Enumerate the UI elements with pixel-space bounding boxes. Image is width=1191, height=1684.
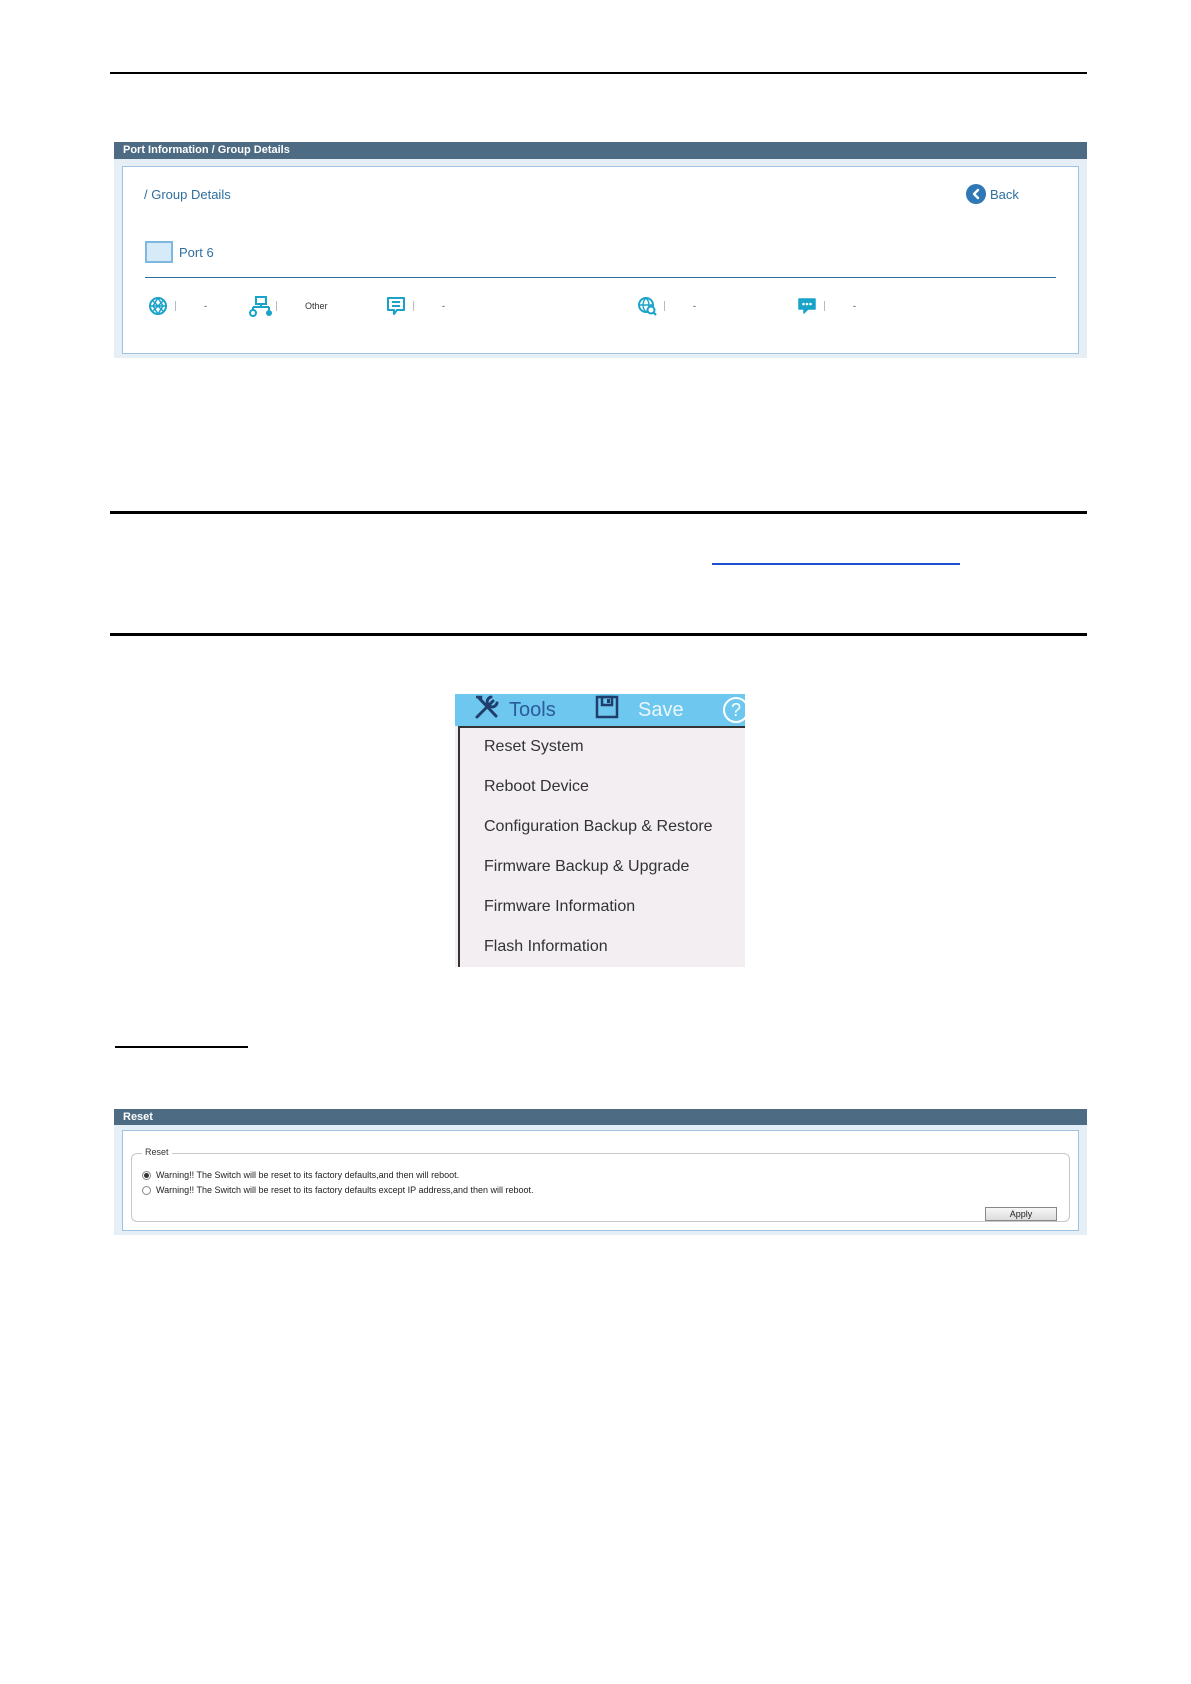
save-icon — [594, 694, 620, 726]
menu-item-reset-system[interactable]: Reset System — [484, 738, 584, 755]
help-button[interactable] — [723, 697, 749, 723]
device-tree-icon — [248, 295, 270, 317]
menu-item-configuration-backup[interactable]: Configuration Backup & Restore — [484, 818, 713, 835]
radio-button[interactable] — [142, 1186, 151, 1195]
menu-bar — [455, 694, 745, 726]
back-button[interactable] — [966, 184, 1019, 204]
save-button[interactable] — [594, 694, 684, 726]
info-item — [636, 295, 713, 317]
network-search-icon — [636, 295, 658, 317]
fieldset-legend: Reset — [142, 1147, 172, 1157]
info-item — [385, 295, 462, 317]
back-label: Back — [990, 186, 1019, 202]
port-indicator — [145, 241, 214, 263]
heading-underline — [115, 1046, 248, 1048]
wrench-icon — [473, 694, 501, 726]
menu-item-firmware-backup[interactable]: Firmware Backup & Upgrade — [484, 858, 690, 875]
chevron-left-icon — [966, 184, 986, 204]
globe-icon — [147, 295, 169, 317]
reset-panel — [114, 1109, 1087, 1235]
panel-header: Port Information / Group Details — [114, 142, 1087, 159]
top-rule — [110, 72, 1087, 74]
tools-button[interactable] — [473, 694, 556, 726]
reset-option-factory[interactable] — [142, 1170, 459, 1180]
apply-button[interactable]: Apply — [985, 1207, 1057, 1221]
comment-list-icon — [385, 295, 407, 317]
panel-body — [114, 159, 1087, 358]
hyperlink-underline[interactable] — [712, 563, 960, 565]
port-info-row — [123, 295, 1078, 319]
info-value: - — [853, 301, 856, 311]
breadcrumb[interactable]: / Group Details — [144, 187, 231, 202]
menu-item-reboot-device[interactable]: Reboot Device — [484, 778, 589, 795]
port-information-panel — [114, 142, 1087, 358]
menu-border-left — [458, 726, 460, 967]
info-value: Other — [305, 301, 328, 311]
info-item — [147, 295, 224, 317]
info-value: - — [693, 301, 696, 311]
menu-item-firmware-information[interactable]: Firmware Information — [484, 898, 636, 915]
tools-menu — [455, 694, 745, 967]
info-value: - — [204, 301, 207, 311]
radio-button[interactable] — [142, 1171, 151, 1180]
reset-option-except-ip[interactable] — [142, 1185, 534, 1195]
info-item — [248, 295, 328, 317]
reset-fieldset — [131, 1147, 1070, 1222]
tools-label: Tools — [509, 698, 556, 721]
option-label: Warning!! The Switch will be reset to its factory defaults,and then will reboot. — [156, 1170, 460, 1180]
info-item — [796, 295, 873, 317]
save-label: Save — [638, 698, 684, 721]
panel-inner — [122, 1130, 1079, 1231]
option-label: Warning!! The Switch will be reset to its factory defaults except IP address,and then will reboot. — [156, 1185, 534, 1195]
section-rule-top — [110, 511, 1087, 514]
section-rule-bottom — [110, 633, 1087, 636]
info-value: - — [442, 301, 445, 311]
panel-body — [114, 1125, 1087, 1235]
ethernet-port-icon — [145, 241, 173, 263]
port-label: Port 6 — [179, 244, 214, 260]
menu-border-top — [458, 726, 745, 728]
panel-inner — [122, 166, 1079, 354]
menu-item-flash-information[interactable]: Flash Information — [484, 938, 608, 955]
help-icon: ? — [730, 699, 741, 720]
divider — [145, 277, 1056, 278]
chat-bubble-icon — [796, 295, 818, 317]
panel-header: Reset — [114, 1109, 1087, 1125]
